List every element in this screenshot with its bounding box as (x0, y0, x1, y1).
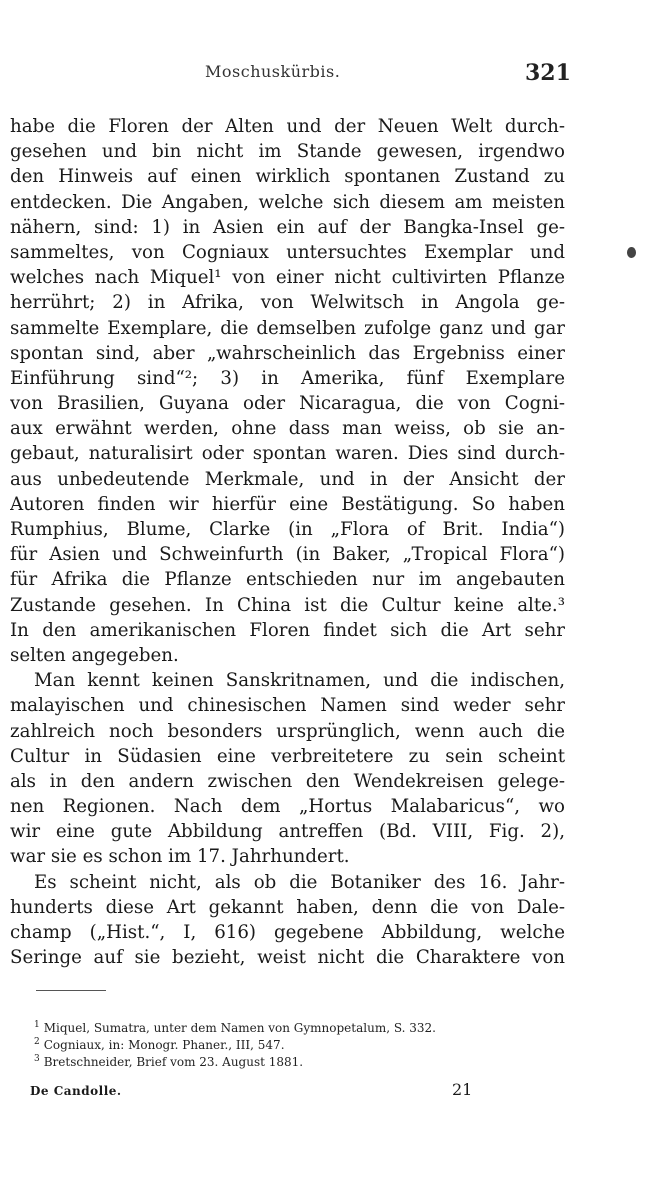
text-line: den Hinweis auf einen wirklich spontanen Zustand zu (10, 166, 565, 188)
text-line: für Afrika die Pflanze entschieden nur im angebauten (10, 569, 565, 591)
text-line: hunderts diese Art gekannt haben, denn die von Dale- (10, 896, 565, 918)
printer-signature (30, 1080, 500, 1104)
text-line: war sie es schon im 17. Jahrhundert. (10, 846, 350, 868)
footnote (34, 1052, 474, 1069)
signature-number: 21 (452, 1080, 473, 1099)
text-line: herrührt; 2) in Afrika, von Welwitsch in Angola ge- (10, 292, 565, 314)
text-line: Cultur in Südasien eine verbreitetere zu sein scheint (10, 745, 565, 767)
text-line: champ („Hist.“, I, 616) gegebene Abbildung, welche (10, 922, 565, 943)
footnote-text: Miquel, Sumatra, unter dem Namen von Gymnopetalum, S. 332. (43, 1021, 436, 1035)
footnote (34, 1035, 474, 1052)
footnote (34, 1018, 474, 1035)
footnote-mark: 1 (34, 1020, 40, 1030)
text-line: aus unbedeutende Merkmale, und in der Ansicht der (10, 468, 565, 490)
page-header (0, 60, 666, 96)
text-line: welches nach Miquel¹ von einer nicht cultivirten Pflanze (10, 267, 565, 289)
signature-author: De Candolle. (30, 1084, 122, 1098)
running-title: Moschuskürbis. (205, 62, 341, 81)
body-text (10, 114, 565, 970)
text-line: malayischen und chinesischen Namen sind weder sehr (10, 695, 565, 717)
footnote-rule (36, 990, 106, 991)
text-line: aux erwähnt werden, ohne dass man weiss, ob sie an- (10, 418, 565, 440)
page-number: 321 (525, 60, 571, 86)
text-line: Rumphius, Blume, Clarke (in „Flora of Brit. India“) (10, 519, 565, 540)
text-line: Einführung sind“²; 3) in Amerika, fünf Exemplare (10, 367, 565, 389)
ink-speck (627, 247, 636, 258)
text-line: sammelte Exemplare, die demselben zufolge ganz und gar (10, 317, 565, 339)
text-line: Seringe auf sie bezieht, weist nicht die Charaktere von (10, 947, 565, 969)
text-line: gebaut, naturalisirt oder spontan waren. Dies sind durch- (10, 443, 565, 465)
footnote-text: Bretschneider, Brief vom 23. August 1881. (43, 1055, 304, 1069)
text-line: gesehen und bin nicht im Stande gewesen, irgendwo (10, 141, 565, 163)
text-line: von Brasilien, Guyana oder Nicaragua, die von Cogni- (10, 393, 565, 415)
text-line: als in den andern zwischen den Wendekreisen gelege- (10, 770, 565, 792)
text-line: selten angegeben. (10, 644, 179, 666)
footnote-mark: 3 (34, 1054, 40, 1064)
text-line: entdecken. Die Angaben, welche sich diesem am meisten (10, 191, 565, 213)
footnotes (34, 1018, 474, 1069)
footnote-text: Cogniaux, in: Monogr. Phaner., III, 547. (43, 1038, 285, 1052)
text-line: zahlreich noch besonders ursprünglich, wenn auch die (10, 720, 565, 742)
text-line: Es scheint nicht, als ob die Botaniker des 16. Jahr- (34, 871, 565, 893)
text-line: nen Regionen. Nach dem „Hortus Malabaricus“, wo (10, 796, 565, 818)
text-line: Man kennt keinen Sanskritnamen, und die indischen, (34, 670, 565, 692)
text-line: wir eine gute Abbildung antreffen (Bd. VIII, Fig. 2), (10, 821, 565, 843)
text-line: für Asien und Schweinfurth (in Baker, „Tropical Flora“) (10, 544, 565, 566)
footnote-mark: 2 (34, 1037, 40, 1047)
text-line: nähern, sind: 1) in Asien ein auf der Bangka-Insel ge- (10, 216, 565, 238)
text-line: In den amerikanischen Floren findet sich die Art sehr (10, 619, 565, 641)
text-line: spontan sind, aber „wahrscheinlich das Ergebniss einer (10, 342, 565, 364)
text-line: Autoren finden wir hierfür eine Bestätigung. So haben (10, 493, 565, 515)
text-line: habe die Floren der Alten und der Neuen Welt durch- (10, 116, 565, 137)
text-line: sammeltes, von Cogniaux untersuchtes Exemplar und (10, 241, 565, 263)
text-line: Zustande gesehen. In China ist die Cultur keine alte.³ (10, 594, 565, 616)
